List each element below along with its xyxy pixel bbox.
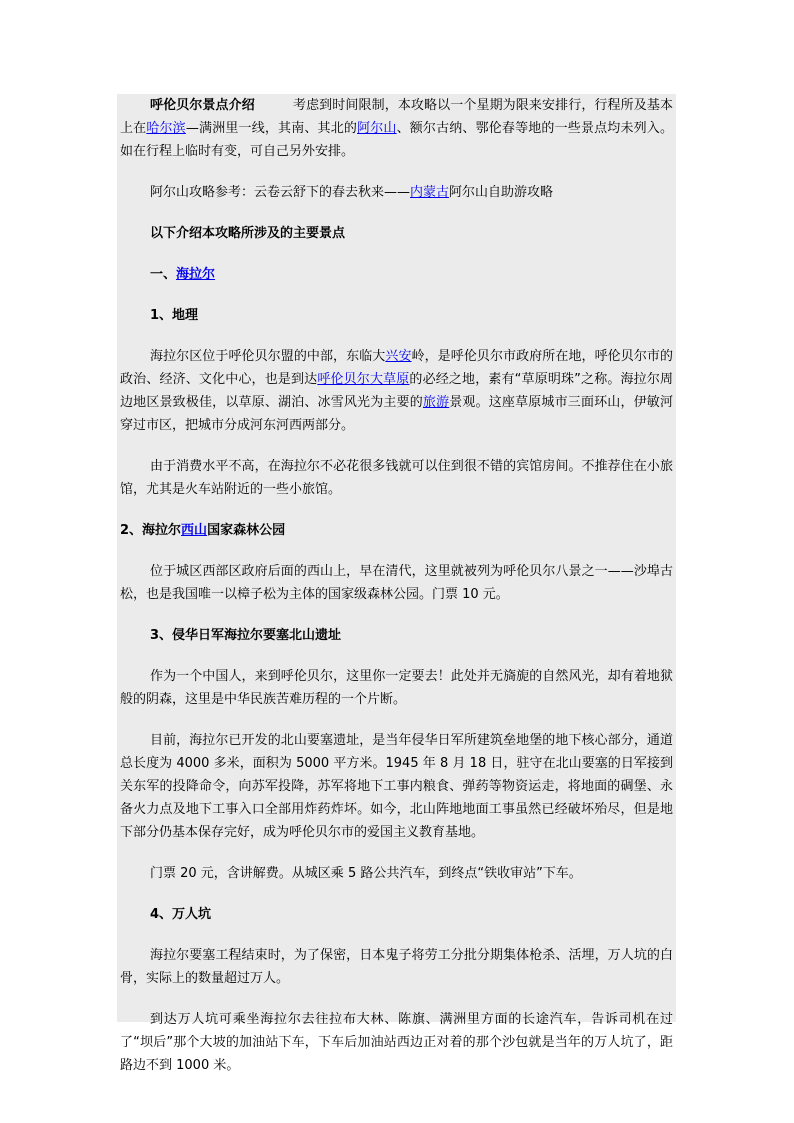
sub-1-heading: 1、地理 (150, 308, 199, 323)
intro-text-2: —满洲里一线，其南、其北的 (185, 121, 358, 136)
sub-2-heading (117, 519, 676, 542)
sub-2-heading-text-1: 2、海拉尔 (120, 523, 182, 538)
link-hailar[interactable]: 海拉尔 (176, 267, 216, 282)
sub-1-paragraph-2: 由于消费水平不高，在海拉尔不必花很多钱就可以住到很不错的宾馆房间。不推荐住在小旅馆，尤其是火车站附近的一些小旅馆。 (120, 459, 673, 497)
sub-1-p1-text-1: 海拉尔区位于呼伦贝尔盟的中部，东临大 (150, 349, 386, 364)
intro-title: 呼伦贝尔景点介绍 (150, 98, 255, 113)
sub-4-paragraph-1: 海拉尔要塞工程结束时，为了保密，日本鬼子将劳工分批分期集体枪杀、活埋，万人坑的白骨，实际上的数量超过万人。 (120, 948, 673, 986)
arshan-ref-text-2: 阿尔山自助游攻略 (449, 185, 554, 200)
sub-2-heading-text-2: 国家森林公园 (207, 523, 286, 538)
article-content (117, 94, 676, 1073)
link-xishan[interactable]: 西山 (181, 523, 208, 538)
sub-4-paragraph-2: 到达万人坑可乘坐海拉尔去往拉布大林、陈旗、满洲里方面的长途汽车，告诉司机在过了“坝后”那个大坡的加油站下车，下车后加油站西边正对着的那个沙包就是当年的万人坑了，距路边不到 1000 米。 (120, 1012, 673, 1073)
sub-1-p1-text-3: 的必经之地，素有“草原明珠”之称。海拉尔周边地区景致极佳，以草原、湖泊、冰雪风光为主要的 (120, 372, 673, 410)
intro-paragraph (117, 94, 676, 163)
section-1-heading (117, 263, 676, 286)
sub-4-heading: 4、万人坑 (150, 907, 212, 922)
sub-1-p1-text-4: 景观。这座草原城市三面环山，伊敏河穿过市区，把城市分成河东河西两部分。 (120, 395, 673, 433)
sub-1-p1-text-2: 岭，是呼伦贝尔市政府所在地，呼伦贝尔市的政治、经济、文化中心，也是到达 (120, 349, 673, 387)
sub-3-paragraph-1: 作为一个中国人，来到呼伦贝尔，这里你一定要去！此处并无旖旎的自然风光，却有着地狱般的阴森，这里是中华民族苦难历程的一个片断。 (120, 669, 673, 707)
arshan-ref-text-1: 阿尔山攻略参考：云卷云舒下的春去秋来—— (150, 185, 411, 200)
arshan-ref-paragraph (117, 181, 676, 204)
main-heading: 以下介绍本攻略所涉及的主要景点 (150, 226, 346, 241)
sub-1-paragraph-1 (117, 345, 676, 437)
intro-text-3: 、额尔古纳、鄂伦春等地的一些景点均未列入。如在行程上临时有变，可自己另外安排。 (120, 121, 673, 159)
link-xingan[interactable]: 兴安 (385, 349, 412, 364)
link-harbin[interactable]: 哈尔滨 (146, 121, 186, 136)
link-tourism[interactable]: 旅游 (422, 395, 450, 410)
section-1-prefix: 一、 (150, 267, 177, 282)
sub-3-paragraph-3: 门票 20 元，含讲解费。从城区乘 5 路公共汽车，到终点“铁收审站”下车。 (150, 866, 582, 881)
sub-3-heading: 3、侵华日军海拉尔要塞北山遗址 (150, 628, 342, 643)
intro-text-1: 考虑到时间限制，本攻略以一个星期为限来安排行，行程所及基本上在 (120, 98, 673, 136)
link-inner-mongolia[interactable]: 内蒙古 (410, 185, 450, 200)
sub-2-paragraph-1: 位于城区西部区政府后面的西山上，早在清代，这里就被列为呼伦贝尔八景之一——沙埠古松，也是我国唯一以樟子松为主体的国家级森林公园。门票 10 元。 (120, 564, 673, 602)
link-arshan[interactable]: 阿尔山 (357, 121, 397, 136)
link-hulunbuir-grassland[interactable]: 呼伦贝尔大草原 (317, 372, 410, 387)
sub-3-paragraph-2: 目前，海拉尔已开发的北山要塞遗址，是当年侵华日军所建筑垒地堡的地下核心部分，通道总长度为 4000 多米，面积为 5000 平方米。1945 年 8 月 18 日，驻守在北山要塞的日军接到关东军的投降命令，向苏军投降，苏军将地下工事内粮食、弹药等物资运走，将地面的碉堡、永备火力点及地下工事入口全部用炸药炸坏。如今，北山阵地地面工事虽然已经破坏殆尽，但是地下部分仍基本保存完好，成为呼伦贝尔市的爱国主义教育基地。 (120, 733, 673, 840)
